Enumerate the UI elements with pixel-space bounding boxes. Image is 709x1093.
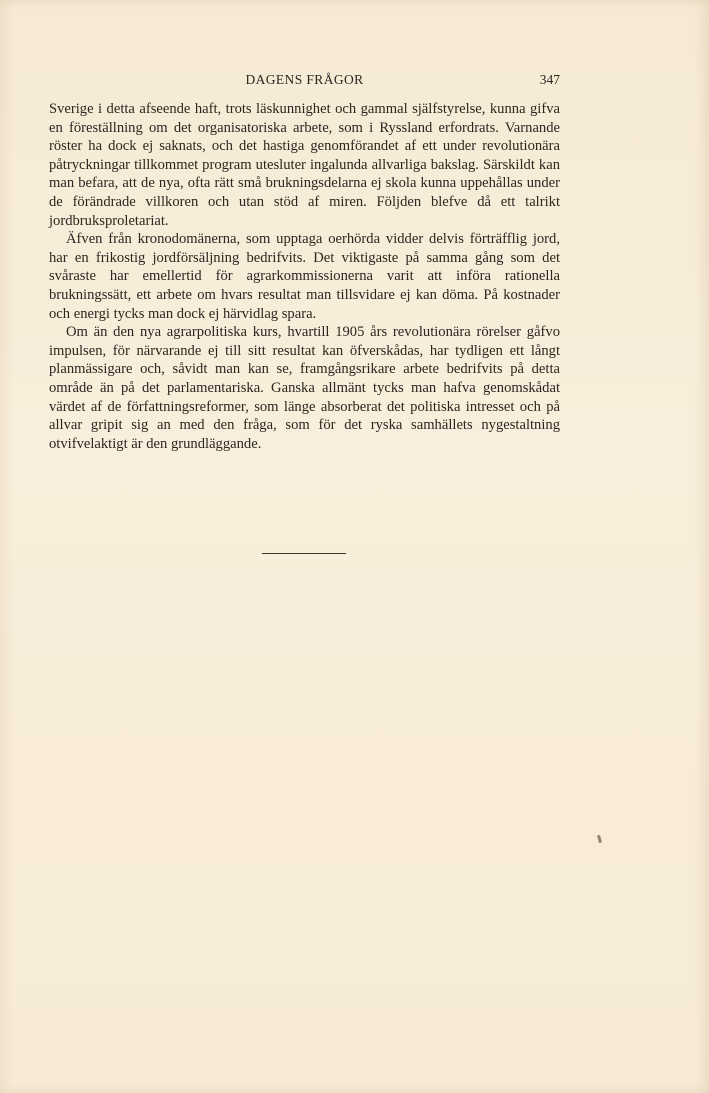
paragraph: Om än den nya agrarpolitiska kurs, hvartill 1905 års revolutionära rörelser gåfvo impulsen, för närvarande ej till sitt resultat kan öfverskådas, har tydligen ett långt planmässigare och, såvidt man kan se, framgångsrikare arbete bedrifvits på detta område än på det parlamentariska. Ganska allmänt tycks man hafva genomskådat värdet af de författningsreformer, som länge absorberat det politiska intresset och på allvar gripit sig an med den fråga, som för det ryska samhällets nygestaltning otvifvelaktigt är den grundläggande. [49,324,560,452]
page-header [49,72,560,90]
running-head: DAGENS FRÅGOR [245,72,364,87]
paragraph: Sverige i detta afseende haft, trots läskunnighet och gammal själfstyrelse, kunna gifva en föreställning om det organisatoriska arbete, som i Ryssland erfordrats. Varnande röster ha dock ej saknats, och det hastiga genomförandet af ett under revolutionära påtryckningar tillkommet program utesluter ingalunda allvarliga bakslag. Särskildt kan man befara, att de nya, ofta rätt små brukningsdelarna ej skola kunna uppehållas under de förändrade villkoren och utan stöd af miren. Följden blefve då ett talrikt jordbruksproletariat. [49,101,560,229]
page-number: 347 [539,72,560,87]
paragraph: Äfven från kronodomänerna, som upptaga oerhörda vidder delvis förträfflig jord, har en frikostig jordförsäljning bedrifvits. Det viktigaste på samma gång som det svåraste har emellertid för agrarkommissionerna varit att införa rationella brukningssätt, ett arbete om hvars resultat man tillsvidare ej kan döma. På kostnader och energi tycks man dock ej härvidlag spara. [49,231,560,322]
section-end-rule [262,553,346,554]
paper-speck [597,835,602,844]
body-text [49,100,560,453]
